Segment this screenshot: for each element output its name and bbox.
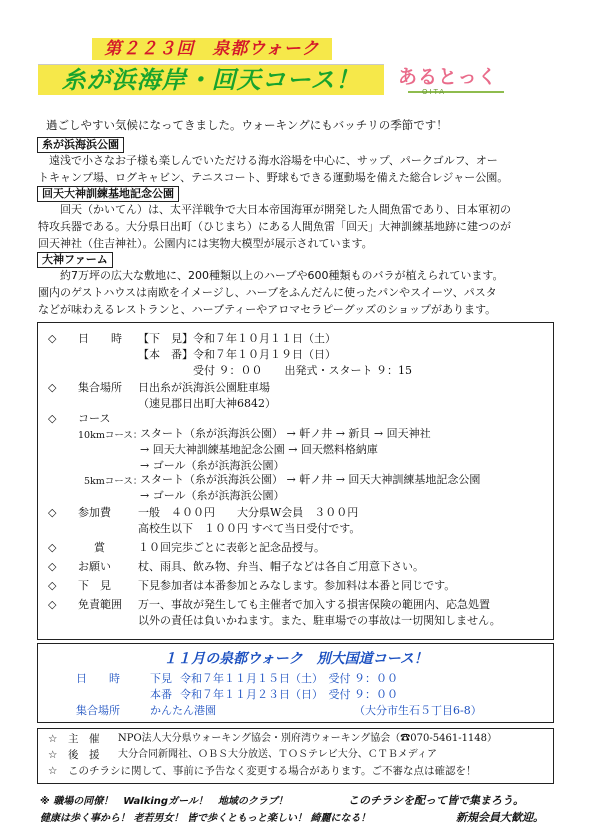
request-label: お願い xyxy=(78,560,111,573)
november-preview-date: 令和７年１１月１５日（土） 受付 ９：００ xyxy=(180,672,398,685)
fee-label: 参加費 xyxy=(78,506,111,519)
request-value: 杖、雨具、飲み物、弁当、帽子などは各自ご用意下さい。 xyxy=(138,560,424,573)
footer-line1-left: ※ 職場の同僚！ Walkingガール！ 地域のクラブ！ xyxy=(40,796,288,807)
disclaimer-line: 万一、事故が発生しても主催者で加入する損害保険の範囲内、応急処置 xyxy=(138,598,490,611)
preview-label: 下 見 xyxy=(78,579,111,592)
disclaimer-label: 免責範囲 xyxy=(78,598,122,611)
diamond-icon: ◇ xyxy=(48,579,57,592)
text-line: 遠浅で小さなお子様も楽しんでいただける海水浴場を中心に、サップ、パークゴルフ、オー xyxy=(38,154,498,167)
support-label: 後 援 xyxy=(68,749,100,761)
course-title-banner: 糸が浜海岸・回天コース！ xyxy=(38,64,384,95)
footer-line2-left: 健康は歩く事から！ 老若男女！ 皆で歩くともっと楽しい！ 綺麗になる！ xyxy=(40,813,371,824)
text-line: トキャンプ場、ログキャビン、テニスコート、野球もできる運動場を備えた総合レジャー公園。 xyxy=(38,171,509,184)
altok-logo xyxy=(398,62,518,102)
footer-line1-right: このチラシを配って皆で集まろう。 xyxy=(348,794,524,807)
organizers-box xyxy=(37,728,554,784)
meet-value xyxy=(138,380,276,412)
course10-label: 10kmコース： xyxy=(78,430,143,441)
star-icon: ☆ xyxy=(48,749,58,761)
disclaimer-value xyxy=(138,597,501,629)
date-line: 受付 ９：００ 出発式・スタート ９：15 xyxy=(138,364,412,377)
logo-text: あるとっく xyxy=(398,66,498,88)
november-preview-label: 下見 xyxy=(150,672,172,685)
route-line: スタート（糸が浜海浜公園） → 軒ノ井 → 回天大神訓練基地記念公園 xyxy=(140,473,481,486)
november-main-label: 本番 xyxy=(150,688,172,701)
support-text: 大分合同新聞社、ＯＢＳ大分放送、ＴＯＳテレビ大分、ＣＴＢメディア xyxy=(118,749,437,760)
november-title: １１月の泉都ウォーク 別大国道コース！ xyxy=(163,651,428,667)
november-meet-address: （大分市生石５丁目6-8） xyxy=(354,704,482,717)
fee-line: 一般 ４００円 大分県W会員 ３００円 xyxy=(138,506,359,519)
text-line: などが味わえるレストランと、ハーブティーやアロマセラピーグッズのショップがあります。 xyxy=(38,303,497,316)
diamond-icon: ◇ xyxy=(48,412,57,425)
change-notice: このチラシに関して、事前に予告なく変更する場合があります。ご不審な点は確認を！ xyxy=(68,765,477,777)
edition-banner: 第２２３回 泉都ウォーク xyxy=(92,38,332,60)
date-value xyxy=(138,331,412,379)
course10-route xyxy=(140,426,431,474)
route-line: スタート（糸が浜海浜公園） → 軒ノ井 → 新貝 → 回天神社 xyxy=(140,427,431,440)
text-line: 特攻兵器である。大分県日出町（ひじまち）にある人間魚雷「回天」大神訓練基地跡に建つのが xyxy=(38,220,511,233)
text-line: 約7万坪の広大な敷地に、200種類以上のハーブや600種類ものバラが植えられています。 xyxy=(38,269,504,282)
section-text-itogahama xyxy=(38,152,558,186)
text-line: 回天（かいてん）は、太平洋戦争で大日本帝国海軍が開発した人間魚雷であり、日本軍初の xyxy=(38,203,511,216)
course5-route xyxy=(140,472,480,504)
award-value: １０回完歩ごとに表彰と記念品授与。 xyxy=(138,541,325,554)
section-label-itogahama: 糸が浜海浜公園 xyxy=(37,137,124,153)
footer-line2-right: 新規会員大歓迎。 xyxy=(456,811,544,824)
diamond-icon: ◇ xyxy=(48,506,57,519)
disclaimer-line: 以外の責任は負いかねます。また、駐車場での事故は一切関知しません。 xyxy=(138,614,501,627)
november-main-date: 令和７年１１月２３日（日） 受付 ９：００ xyxy=(180,688,398,701)
meet-label: 集合場所 xyxy=(78,381,122,394)
course5-label: 5kmコース： xyxy=(84,476,143,487)
november-meet-label: 集合場所 xyxy=(76,704,120,717)
section-text-kaiten xyxy=(38,201,558,252)
november-walk-box xyxy=(37,643,554,723)
star-icon: ☆ xyxy=(48,733,58,745)
november-meet-place: かんたん港園 xyxy=(150,704,216,717)
meet-line: （速見郡日出町大神6842） xyxy=(138,397,276,410)
fee-line: 高校生以下 １００円 すべて当日受付です。 xyxy=(138,522,361,535)
diamond-icon: ◇ xyxy=(48,541,57,554)
date-line: 【本 番】令和７年１０月１９日（日） xyxy=(138,348,336,361)
preview-value: 下見参加者は本番参加とみなします。参加料は本番と同じです。 xyxy=(138,579,456,592)
meet-line: 日出糸が浜海浜公園駐車場 xyxy=(138,381,270,394)
diamond-icon: ◇ xyxy=(48,332,57,345)
section-text-farm xyxy=(38,267,558,318)
section-label-farm: 大神ファーム xyxy=(37,252,113,268)
text-line: 回天神社（住吉神社）。公園内には実物大模型が展示されています。 xyxy=(38,237,373,250)
november-date-label: 日 時 xyxy=(76,672,120,685)
route-line: → ゴール（糸が浜海浜公園） xyxy=(140,459,285,472)
route-line: → ゴール（糸が浜海浜公園） xyxy=(140,489,285,502)
fee-value xyxy=(138,505,360,537)
diamond-icon: ◇ xyxy=(48,560,57,573)
route-line: → 回天大神訓練基地記念公園 → 回天燃料格納庫 xyxy=(140,443,378,456)
diamond-icon: ◇ xyxy=(48,598,57,611)
text-line: 園内のゲストハウスは南欧をイメージし、ハーブをふんだんに使ったパンやスイーツ、パスタ xyxy=(38,286,497,299)
logo-sub: OITA xyxy=(422,88,447,96)
host-text: NPO法人大分県ウォーキング協会・別府湾ウォーキング協会（☎070-5461-1148） xyxy=(118,733,498,744)
date-label: 日 時 xyxy=(78,332,122,345)
intro-text: 過ごしやすい気候になってきました。ウォーキングにもバッチリの季節です！ xyxy=(46,118,448,132)
diamond-icon: ◇ xyxy=(48,381,57,394)
date-line: 【下 見】令和７年１０月１１日（土） xyxy=(138,332,336,345)
star-icon: ☆ xyxy=(48,765,58,777)
course-label: コース xyxy=(78,412,111,425)
award-label: 賞 xyxy=(94,541,105,554)
section-label-kaiten: 回天大神訓練基地記念公園 xyxy=(37,186,179,202)
host-label: 主 催 xyxy=(68,733,100,745)
